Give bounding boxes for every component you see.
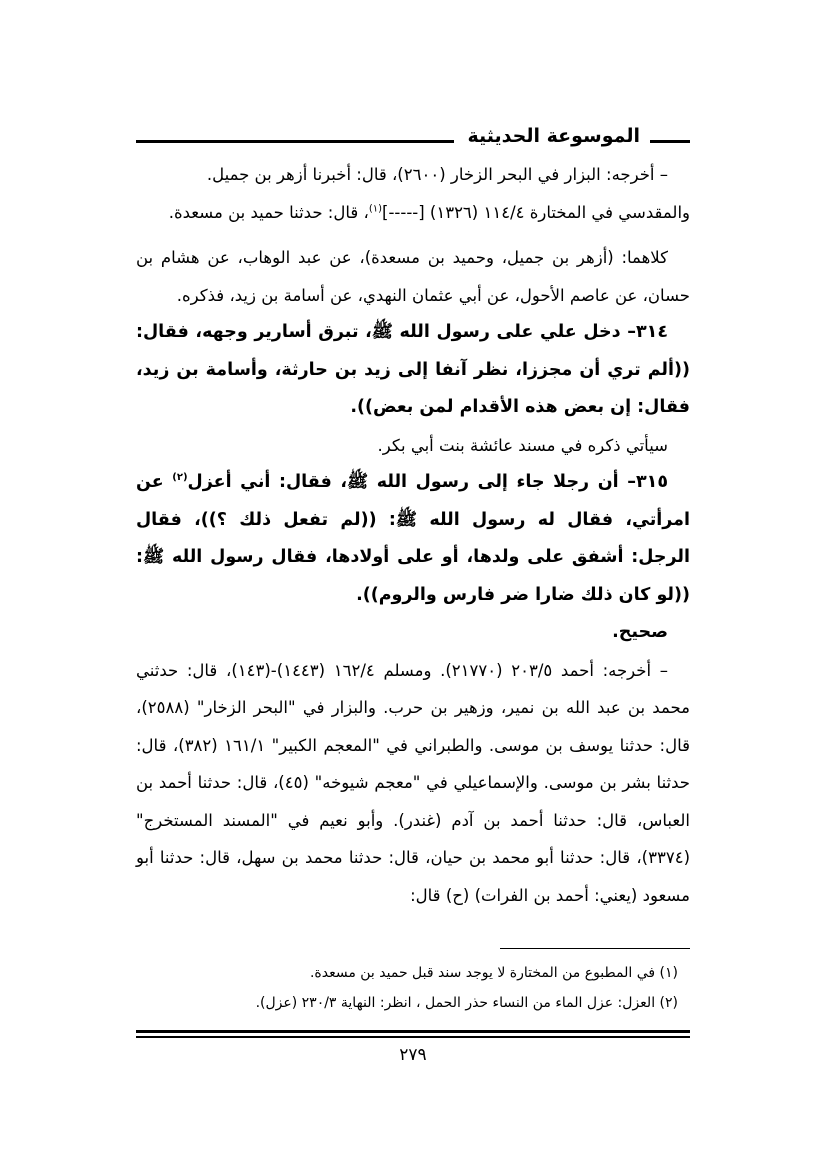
- hadith-grade: صحيح.: [612, 622, 668, 642]
- running-header: [136, 118, 690, 154]
- paragraph-takhrij-315: – أخرجه: أحمد ٢٠٣/٥ (٢١٧٧٠). ومسلم ١٦٢/٤ (١٤٤٣)-(١٤٣)، قال: حدثني محمد بن عبد الله بن نمير، وزهير بن حرب. والبزار في "البحر الزخار" (٢٥٨٨)، قال: حدثنا يوسف بن موسى. والطبراني في "المعجم الكبير" ١٦١/١ (٣٨٢)، قال: حدثنا بشر بن موسى. والإسماعيلي في "معجم شيوخه" (٤٥)، قال: حدثنا أحمد بن العباس، قال: حدثنا أحمد بن آدم (غندر). وأبو نعيم في "المسند المستخرج" (٣٣٧٤)، قال: حدثنا أبو محمد بن حيان، قال: حدثنا محمد بن سهل، قال: حدثنا أبو مسعود (يعني: أحمد بن الفرات) (ح) قال:: [136, 660, 690, 905]
- header-rule-left: [136, 140, 476, 143]
- footnote-2: (٢) العزل: عزل الماء من النساء حذر الحمل ، انظر: النهاية ٢٣٠/٣ (عزل).: [255, 995, 678, 1011]
- paragraph-takhrij-2-a: والمقدسي في المختارة ١١٤/٤ (١٣٢٦) [-----]: [382, 202, 690, 222]
- footnote-ref-2: (٢): [172, 472, 188, 484]
- page-number: ٢٧٩: [399, 1045, 427, 1065]
- header-title: الموسوعة الحديثية: [454, 125, 651, 147]
- paragraph-takhrij-2: [136, 194, 690, 232]
- book-page: [136, 118, 690, 1078]
- hadith-315-b: عن امرأتي، فقال له رسول الله ﷺ: ((لم تفعل ذلك ؟))، فقال الرجل: أشفق على ولدها، أو على أولادها، فقال رسول الله ﷺ: ((لو كان ذلك ضارا ضر فارس والروم)).: [136, 472, 690, 605]
- paragraph-takhrij-1: – أخرجه: البزار في البحر الزخار (٢٦٠٠)، قال: أخبرنا أزهر بن جميل.: [206, 165, 668, 184]
- bottom-rule-thin: [136, 1036, 690, 1038]
- footnote-separator: [500, 948, 690, 949]
- paragraph-isnad-summary: كلاهما: (أزهر بن جميل، وحميد بن مسعدة)، عن عبد الوهاب، عن هشام بن حسان، عن عاصم الأحول، عن أبي عثمان النهدي، عن أسامة بن زيد، فذكره.: [136, 248, 690, 305]
- paragraph-cross-reference: سيأتي ذكره في مسند عائشة بنت أبي بكر.: [377, 435, 668, 455]
- footnote-ref-1: (١): [368, 203, 383, 214]
- footnote-1: (١) في المطبوع من المختارة لا يوجد سند قبل حميد بن مسعدة.: [309, 965, 678, 981]
- hadith-315: [136, 464, 690, 614]
- paragraph-takhrij-2-b: ، قال: حدثنا حميد بن مسعدة.: [168, 202, 369, 222]
- hadith-315-a: ٣١٥– أن رجلا جاء إلى رسول الله ﷺ، فقال: أني أعزل: [187, 472, 669, 492]
- bottom-rule-thick: [136, 1030, 690, 1033]
- main-text: [136, 156, 690, 914]
- hadith-314: ٣١٤– دخل علي على رسول الله ﷺ، تبرق أسارير وجهه، فقال: ((ألم تري أن مجززا، نظر آنفا إلى زيد بن حارثة، وأسامة بن زيد، فقال: إن بعض هذه الأقدام لمن بعض)).: [136, 322, 690, 417]
- footnotes: [136, 958, 690, 1018]
